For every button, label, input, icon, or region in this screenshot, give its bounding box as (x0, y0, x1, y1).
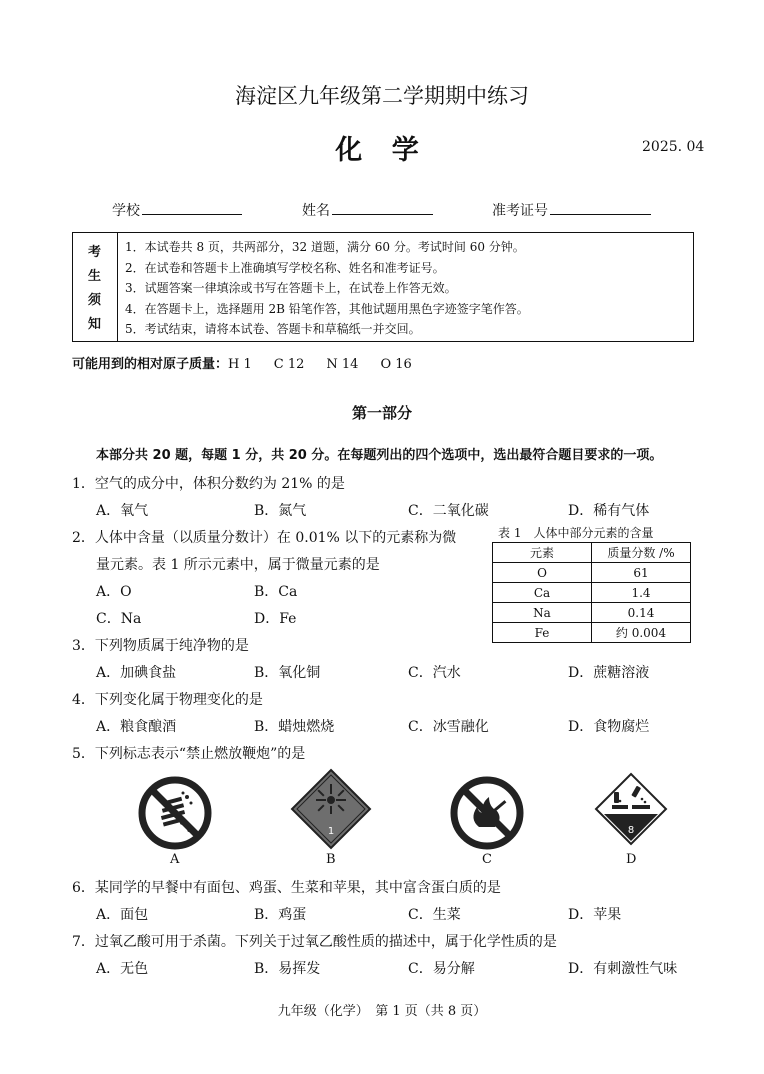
atomic-mass-value: N 14 (326, 357, 359, 372)
q3-option-c: C．汽水 (408, 665, 461, 681)
table-cell: 1.4 (592, 583, 691, 603)
table-cell: 61 (592, 563, 691, 583)
q3-option-b: B．氧化铜 (254, 665, 321, 681)
table-cell: 约 0.004 (592, 623, 691, 643)
table-header-row (493, 543, 691, 563)
q1-option-a: A．氧气 (96, 503, 149, 519)
explosive-hazard-sign-icon (290, 768, 372, 850)
table-cell: O (493, 563, 592, 583)
sign-label-c: C (482, 852, 492, 867)
q7-option-c: C．易分解 (408, 961, 475, 977)
q1-option-b: B．氮气 (254, 503, 307, 519)
sign-label-a: A (170, 852, 180, 867)
subject-title: 化 学 (335, 135, 429, 166)
name-label: 姓名 (302, 203, 330, 219)
side-char: 知 (88, 317, 102, 332)
table-row (493, 603, 691, 623)
notice-item: 2．在试卷和答题卡上准确填写学校名称、姓名和准考证号。 (125, 260, 445, 275)
table-cell: Ca (493, 583, 592, 603)
atomic-masses-label: 可能用到的相对原子质量： (72, 357, 229, 372)
part1-title: 第一部分 (351, 404, 412, 422)
q4-option-c: C．冰雪融化 (408, 719, 489, 735)
table-row (493, 583, 691, 603)
q2-stem-line1: 2．人体中含量（以质量分数计）在 0.01% 以下的元素称为微 (72, 530, 457, 546)
notice-item: 1．本试卷共 8 页，共两部分，32 道题，满分 60 分。考试时间 60 分钟。 (125, 240, 525, 254)
table-header-cell: 元素 (493, 543, 592, 563)
exam-id-blank (550, 200, 651, 215)
sign-label-d: D (626, 852, 637, 867)
table-row (493, 623, 691, 643)
q6-option-c: C．生菜 (408, 907, 461, 923)
q1-stem: 1．空气的成分中，体积分数约为 21% 的是 (72, 476, 345, 492)
part1-instructions: 本部分共 20 题，每题 1 分，共 20 分。在每题列出的四个选项中，选出最符合题目要求的一项。 (96, 448, 663, 463)
q6-option-b: B．鸡蛋 (254, 907, 307, 923)
page-footer: 九年级（化学） 第 1 页（共 8 页） (277, 1004, 487, 1019)
name-blank (332, 200, 433, 215)
q3-option-a: A．加碘食盐 (96, 665, 177, 681)
notice-item: 5．考试结束，请将本试卷、答题卡和草稿纸一并交回。 (125, 322, 421, 336)
notice-box (72, 232, 694, 342)
table-row (493, 563, 691, 583)
q3-option-d: D．蔗糖溶液 (568, 665, 650, 681)
q1-option-d: D．稀有气体 (568, 503, 650, 519)
atomic-mass-value: C 12 (273, 357, 305, 372)
notice-items (125, 237, 529, 340)
exam-title: 海淀区九年级第二学期期中练习 (235, 84, 529, 108)
q1-option-c: C．二氧化碳 (408, 503, 489, 519)
atomic-mass-value: H 1 (228, 357, 252, 372)
q2-stem-line2: 量元素。表 1 所示元素中，属于微量元素的是 (96, 557, 380, 573)
q2-option-d: D．Fe (254, 611, 297, 627)
school-label: 学校 (112, 203, 140, 219)
side-char: 生 (88, 269, 102, 284)
q5-stem: 5．下列标志表示“禁止燃放鞭炮”的是 (72, 746, 306, 762)
corrosive-hazard-sign-icon (594, 772, 668, 846)
q4-stem: 4．下列变化属于物理变化的是 (72, 692, 263, 708)
sign-label-b: B (326, 852, 336, 867)
no-open-flame-sign-icon (449, 775, 525, 851)
no-firecrackers-sign-icon (137, 775, 213, 851)
q7-option-b: B．易挥发 (254, 961, 321, 977)
table1-caption: 表 1 人体中部分元素的含量 (498, 526, 654, 540)
table-header-cell: 质量分数 /% (592, 543, 691, 563)
name-field (302, 200, 433, 220)
q2-option-c: C．Na (96, 611, 142, 627)
notice-item: 3．试题答案一律填涂或书写在答题卡上，在试卷上作答无效。 (125, 281, 457, 295)
q7-stem: 7．过氧乙酸可用于杀菌。下列关于过氧乙酸性质的描述中，属于化学性质的是 (72, 934, 557, 950)
q4-option-a: A．粮食酿酒 (96, 719, 177, 735)
side-char: 考 (88, 245, 102, 260)
exam-date: 2025. 04 (642, 139, 705, 155)
exam-id-label: 准考证号 (492, 203, 548, 219)
school-blank (142, 200, 242, 215)
atomic-masses (72, 353, 412, 372)
atomic-mass-value: O 16 (380, 357, 412, 372)
q2-option-b: B．Ca (254, 584, 298, 600)
notice-item: 4．在答题卡上，选择题用 2B 铅笔作答，其他试题用黑色字迹签字笔作答。 (125, 301, 529, 316)
q4-option-d: D．食物腐烂 (568, 719, 650, 735)
exam-id-field (492, 200, 651, 220)
sign-b-number: 1 (327, 826, 335, 837)
q2-option-a: A．O (96, 584, 132, 600)
q4-option-b: B．蜡烛燃烧 (254, 719, 335, 735)
notice-side-label (73, 233, 118, 341)
table-cell: 0.14 (592, 603, 691, 623)
sign-d-number: 8 (627, 825, 635, 836)
school-field (112, 200, 242, 220)
q7-option-d: D．有刺激性气味 (568, 961, 678, 977)
q6-option-a: A．面包 (96, 907, 149, 923)
q6-stem: 6．某同学的早餐中有面包、鸡蛋、生菜和苹果，其中富含蛋白质的是 (72, 880, 501, 896)
table-cell: Fe (493, 623, 592, 643)
q3-stem: 3．下列物质属于纯净物的是 (72, 638, 249, 654)
table-cell: Na (493, 603, 592, 623)
q7-option-a: A．无色 (96, 961, 149, 977)
side-char: 须 (88, 293, 102, 308)
q6-option-d: D．苹果 (568, 907, 622, 923)
table1 (492, 542, 691, 643)
